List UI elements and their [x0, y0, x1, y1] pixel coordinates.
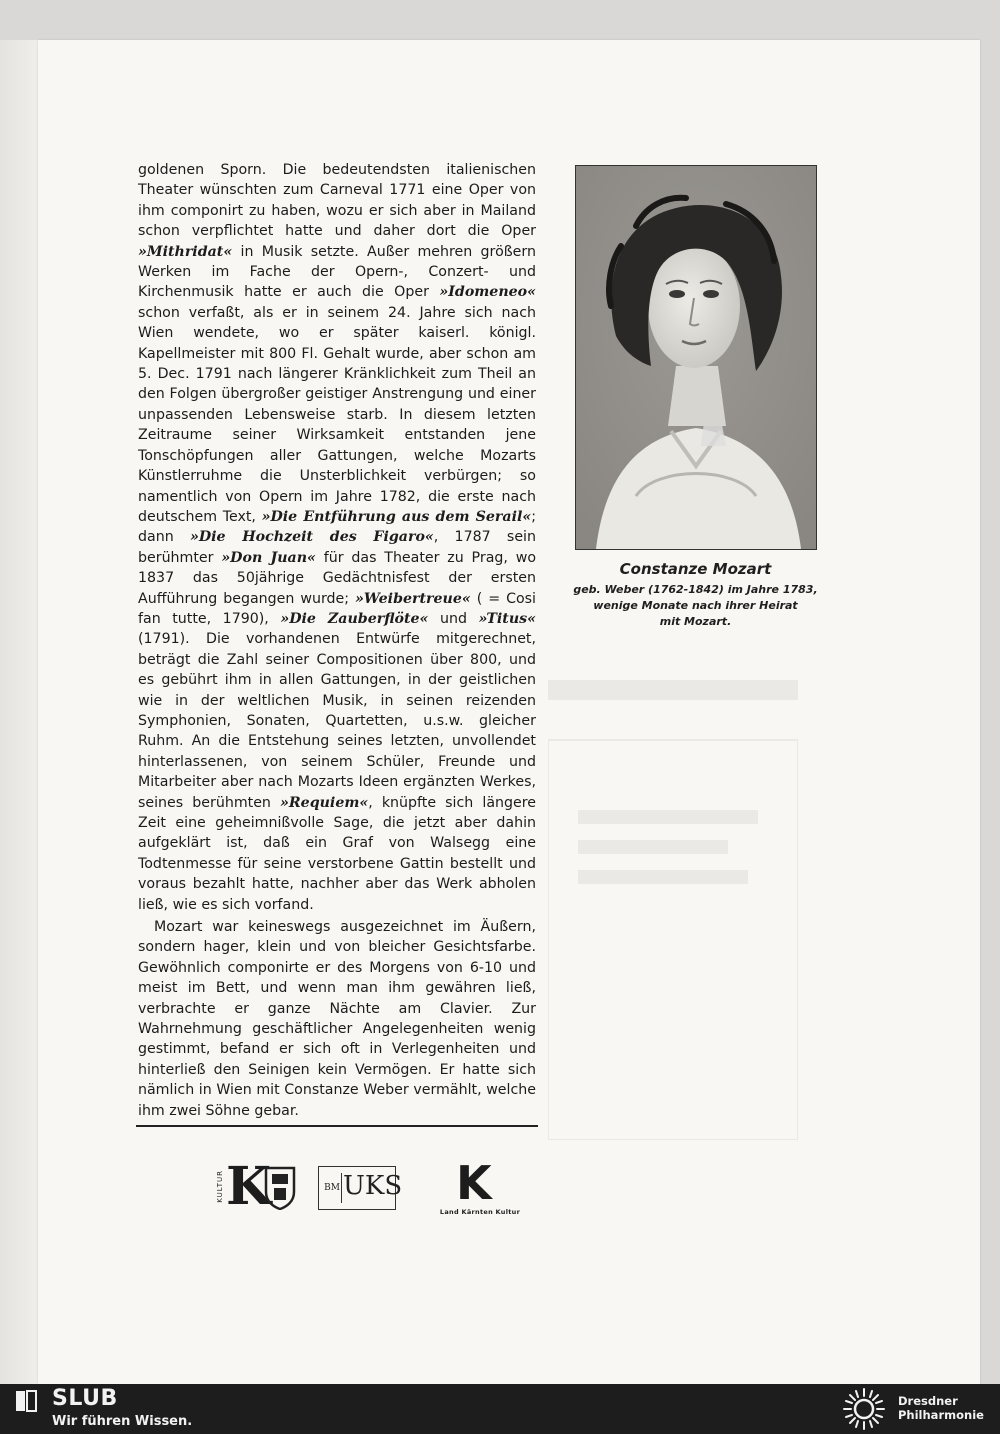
- work-title: »Weibertreue«: [355, 590, 471, 607]
- land-kaernten-logo: [434, 1156, 526, 1218]
- text-run: , knüpfte sich längere Zeit eine geheimnißvolle Sage, die jetzt aber dahin aufgeklärt ist, daß ein Graf von Walsegg eine Todtenmesse für seine verstorbene Gattin bestellt und voraus bezahlt hatte, nachher aber das Werk abholen ließ, wie es sich vorfand.: [138, 794, 536, 913]
- footer-rule: [136, 1125, 538, 1127]
- bleed-through-shadow: [548, 680, 798, 1140]
- work-title: »Don Juan«: [221, 549, 316, 566]
- work-title: »Requiem«: [280, 794, 369, 811]
- work-title: »Titus«: [478, 610, 536, 627]
- body-text-column: [138, 160, 536, 1121]
- text-run: schon verfaßt, als er in seinem 24. Jahre sich nach Wien wendete, wo er später kaiserl. königl. Kapellmeister mit 800 Fl. Gehalt wurde, aber schon am 5. Dec. 1791 nach längerer Kränklichkeit zum Theil an den Folgen übergroßer geistiger Anstrengung und einer unpassenden Lebensweise starb. In diesem letzten Zeitraume seiner Wirksamkeit entstanden jene Tonschöpfungen aller Gattungen, welche Mozarts Künstlerruhme die Unsterblichkeit verbürgen; so namentlich von Opern im Jahre 1782, die erste nach deutschem Text,: [138, 304, 536, 525]
- caption-line-3: mit Mozart.: [659, 615, 732, 628]
- text-run: (1791). Die vorhandenen Entwürfe mitgerechnet, beträgt die Zahl seiner Compositionen über 800, und es gebührt ihm in allen Gattungen, in der geistlichen wie in der weltlichen Musik, in seinen reizenden Symphonien, Sonaten, Quartetten, u.s.w. gleicher Ruhm. An die Entstehung seines letzten, unvollendet hinterlassenen, von seinem Schüler, Freunde und Mitarbeiter aber nach Mozarts Ideen ergänzten Werkes, seines berühmten: [138, 631, 536, 811]
- text-run: in Musik setzte. Außer mehren größern Werken im Fache der Opern-, Conzert- und Kirchenmusik hatte er auch die Oper: [138, 243, 536, 301]
- body-paragraph-2: [138, 917, 536, 1121]
- work-title: »Idomeneo«: [439, 284, 536, 301]
- text-run: ( = Cosi fan tutte, 1790),: [138, 590, 536, 627]
- dp-line-1: Dresdner: [898, 1394, 958, 1408]
- document-page: [38, 40, 980, 1384]
- text-run: und: [428, 610, 479, 627]
- portrait-drawing: [576, 166, 816, 549]
- work-title: »Die Entführung aus dem Serail«: [261, 508, 532, 525]
- kultur-vertical-text: KULTUR: [216, 1170, 224, 1203]
- footer-bar: [0, 1384, 1000, 1434]
- caption-name: Constanze Mozart: [619, 560, 772, 578]
- dresdner-philharmonie-text: [898, 1394, 984, 1422]
- slub-book-icon: [14, 1389, 38, 1413]
- text-run: ; dann: [138, 508, 536, 546]
- work-title: »Mithridat«: [138, 243, 233, 260]
- kultur-logo: [216, 1156, 302, 1217]
- body-paragraph-1: [138, 160, 536, 915]
- text-run: , 1787 sein berühmter: [138, 529, 536, 566]
- page-fold-shadow: [0, 40, 38, 1384]
- work-title: »Die Hochzeit des Figaro«: [189, 529, 434, 546]
- caption-line-2: wenige Monate nach ihrer Heirat: [593, 599, 798, 612]
- portrait-caption: [558, 560, 833, 630]
- uks-label: UKS: [343, 1171, 403, 1201]
- text-run: Mozart war keineswegs ausgezeichnet im Äußern, sondern hager, klein und von bleicher Gesichtsfarbe. Gewöhnlich componirte er des Morgens von 6-10 und meist im Bett, und wenn man ihm gewähren ließ, verbrachte er ganze Nächte am Clavier. Zur Wahrnehmung geschäftlicher Angelegenheiten wenig gestimmt, befand er sich oft in Verlegenheiten und hinterließ den Seinigen kein Vermögen. Er hatte sich nämlich in Wien mit Constanze Weber vermählt, welche ihm zwei Söhne gebar.: [138, 919, 536, 1119]
- work-title: »Die Zauberflöte«: [280, 610, 429, 627]
- portrait-image: [575, 165, 817, 550]
- kultur-letter: K: [226, 1156, 272, 1217]
- bm-uks-logo: [318, 1166, 403, 1210]
- caption-line-1: geb. Weber (1762-1842) im Jahre 1783,: [573, 583, 818, 596]
- land-kaernten-text: Land Kärnten Kultur: [439, 1208, 521, 1216]
- slub-tagline: Wir führen Wissen.: [52, 1414, 193, 1429]
- sponsor-logos: [216, 1156, 536, 1222]
- dresdner-philharmonie-sun-icon: [842, 1387, 886, 1431]
- text-run: goldenen Sporn. Die bedeutendsten italienischen Theater wünschten zum Carneval 1771 eine Oper von ihm componirt zu haben, wozu er sich aber in Mailand schon verpflichtet hatte und daher dort die Oper: [138, 162, 536, 240]
- coat-of-arms-icon: [264, 1166, 296, 1210]
- bm-label: BM: [323, 1173, 342, 1203]
- slub-logo-text: SLUB: [52, 1386, 118, 1411]
- text-run: für das Theater zu Prag, wo 1837 das 50jährige Gedächtnisfest der ersten Aufführung begangen wurde;: [138, 549, 536, 607]
- dp-line-2: Philharmonie: [898, 1408, 984, 1422]
- land-kaernten-letter: K: [456, 1156, 492, 1210]
